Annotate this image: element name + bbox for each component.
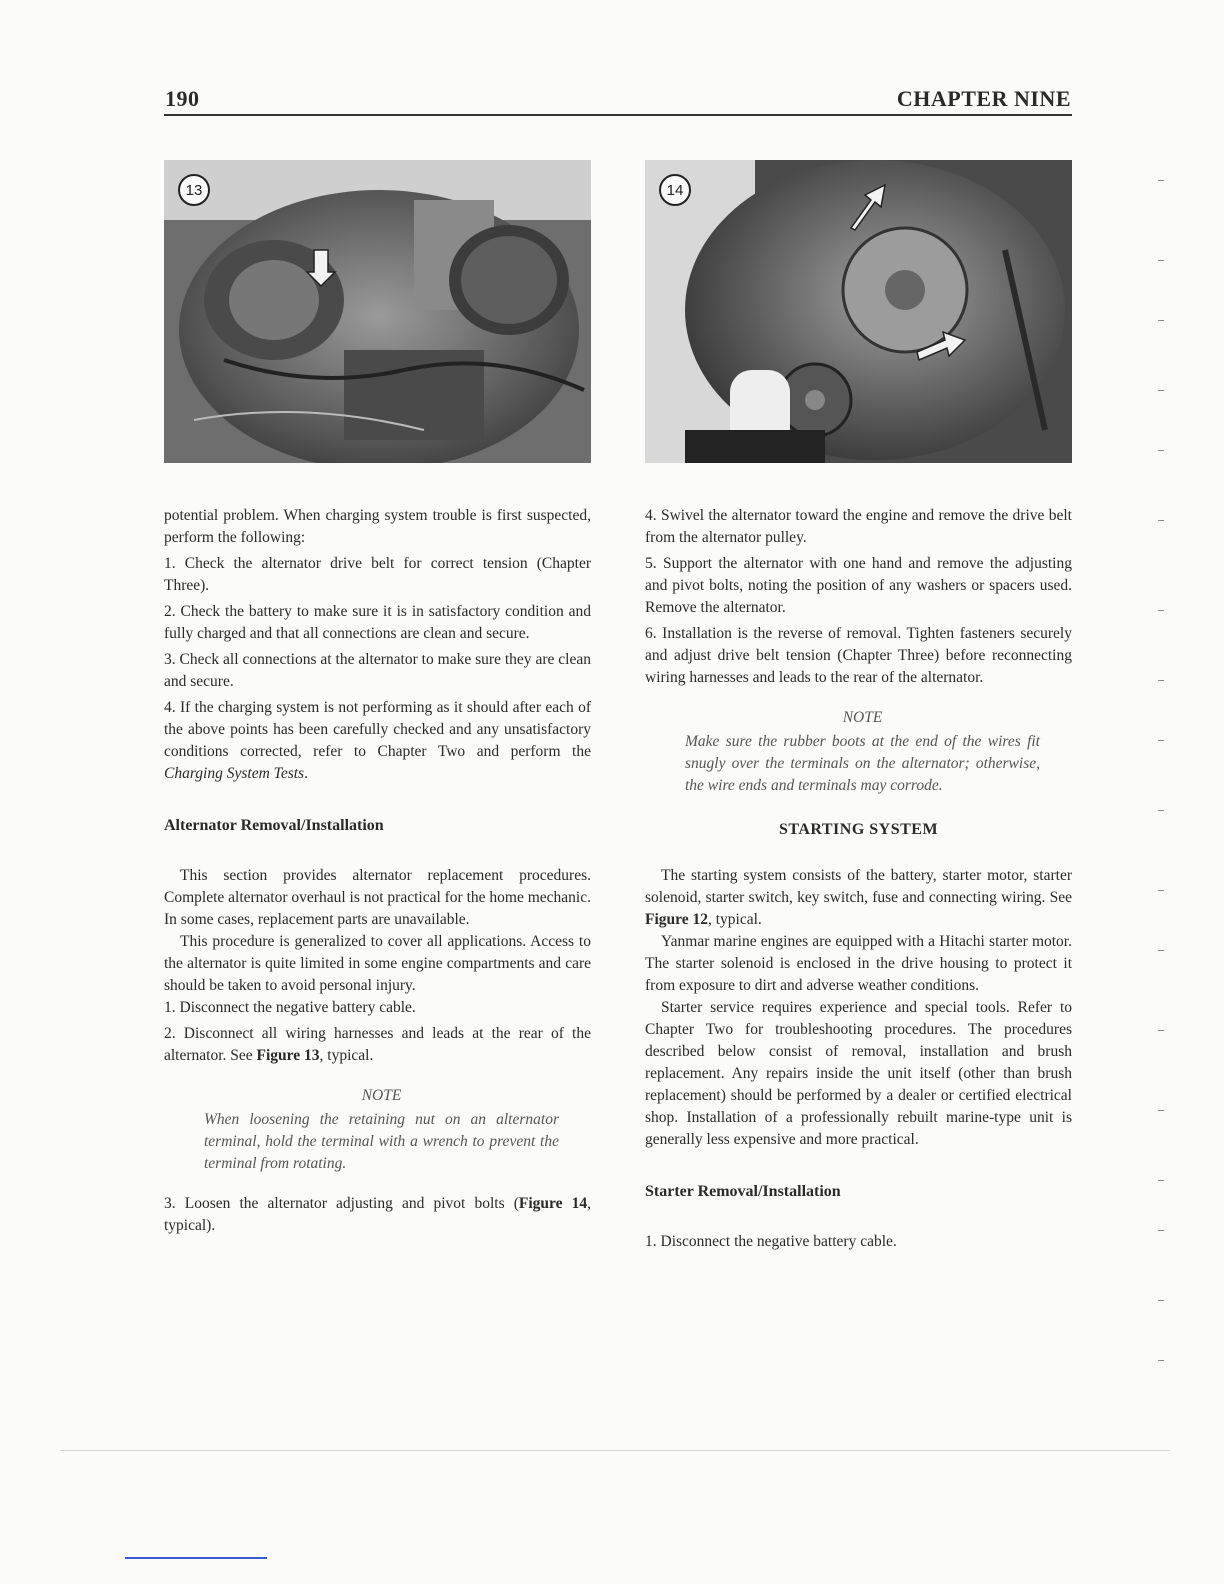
step-3 <box>164 1193 591 1237</box>
text: , typical). <box>164 1195 592 1234</box>
section-heading: STARTING SYSTEM <box>778 821 939 838</box>
bottom-underline <box>125 1557 267 1559</box>
paragraph: potential problem. When charging system trouble is first suspected, perform the following: <box>164 507 591 546</box>
step-6: 6. Installation is the reverse of removal. Tighten fasteners securely and adjust drive belt tension (Chapter Three) before reconnecting wiring harnesses and leads to the rear of the alternator. <box>645 625 1072 686</box>
figure-number-badge: 14 <box>659 174 691 206</box>
figure-ref: Figure 14 <box>518 1195 588 1212</box>
left-column <box>164 505 591 1241</box>
step-2 <box>164 1023 591 1067</box>
paragraph: This procedure is generalized to cover all applications. Access to the alternator is quite limited in some engine compartments and care should be taken to avoid personal injury. <box>164 933 591 994</box>
step-2: 2. Check the battery to make sure it is in satisfactory condition and fully charged and that all connections are clean and secure. <box>164 603 591 642</box>
paragraph: Starter service requires experience and special tools. Refer to Chapter Two for troubleshooting procedures. The procedures described below consist of removal, installation and brush replacement. Any repairs inside the unit itself (other than brush replacement) should be performed by a dealer or certified electrical shop. Installation of a professionally rebuilt marine-type unit is generally less expensive and more practical. <box>645 999 1072 1148</box>
note-body: Make sure the rubber boots at the end of the wires fit snugly over the terminals on the alternator; otherwise, the wire ends and terminals may corrode. <box>685 733 1040 794</box>
section-heading: Alternator Removal/Installation <box>164 817 384 834</box>
step-1: 1. Disconnect the negative battery cable. <box>164 999 416 1016</box>
scan-margin-marks <box>1150 150 1180 1400</box>
emphasis: Charging System Tests <box>164 765 305 782</box>
text: , typical. <box>708 911 762 928</box>
figure-13-photo <box>164 160 591 463</box>
page-number: 190 <box>165 86 200 111</box>
figure-ref: Figure 12 <box>645 911 708 928</box>
paragraph: This section provides alternator replacement procedures. Complete alternator overhaul is not practical for the home mechanic. In some cases, replacement parts are unavailable. <box>164 867 591 928</box>
text: 2. Disconnect all wiring harnesses and leads at the rear of the alternator. See <box>164 1025 591 1064</box>
paragraph <box>645 865 1072 931</box>
text: 3. Loosen the alternator adjusting and pivot bolts ( <box>164 1195 519 1212</box>
note-body: When loosening the retaining nut on an alternator terminal, hold the terminal with a wrench to prevent the terminal from rotating. <box>204 1111 559 1172</box>
figure-ref: Figure 13 <box>256 1047 320 1064</box>
text: , typical. <box>319 1047 374 1064</box>
step-4: 4. Swivel the alternator toward the engine and remove the drive belt from the alternator pulley. <box>645 507 1072 546</box>
step-1: 1. Check the alternator drive belt for correct tension (Chapter Three). <box>164 555 591 594</box>
text: The starting system consists of the battery, starter motor, starter solenoid, starter switch, key switch, fuse and connecting wiring. See <box>645 867 1072 906</box>
subsection-heading: Starter Removal/Installation <box>645 1183 841 1200</box>
step-4 <box>164 697 591 785</box>
note-title: NOTE <box>361 1087 402 1104</box>
step-1: 1. Disconnect the negative battery cable. <box>645 1233 897 1250</box>
paragraph: Yanmar marine engines are equipped with a Hitachi starter motor. The starter solenoid is enclosed in the drive housing to protect it from exposure to dirt and adverse weather conditions. <box>645 933 1072 994</box>
engine-photo-13 <box>164 160 591 463</box>
text: . <box>304 765 308 782</box>
header-rule <box>164 114 1072 116</box>
step-5: 5. Support the alternator with one hand and remove the adjusting and pivot bolts, noting the position of any washers or spacers used. Remove the alternator. <box>645 555 1072 616</box>
figure-14-photo <box>645 160 1072 463</box>
bottom-rule <box>60 1450 1170 1451</box>
note-box <box>685 707 1040 797</box>
note-box <box>204 1085 559 1175</box>
note-title: NOTE <box>842 709 883 726</box>
right-column <box>645 505 1072 1257</box>
figure-number-badge: 13 <box>178 174 210 206</box>
engine-photo-14 <box>645 160 1072 463</box>
chapter-title: CHAPTER NINE <box>896 86 1071 111</box>
text: 4. If the charging system is not performing as it should after each of the above points has been carefully checked and any unsatisfactory conditions corrected, refer to Chapter Two and perform the <box>164 699 591 760</box>
step-3: 3. Check all connections at the alternator to make sure they are clean and secure. <box>164 651 591 690</box>
